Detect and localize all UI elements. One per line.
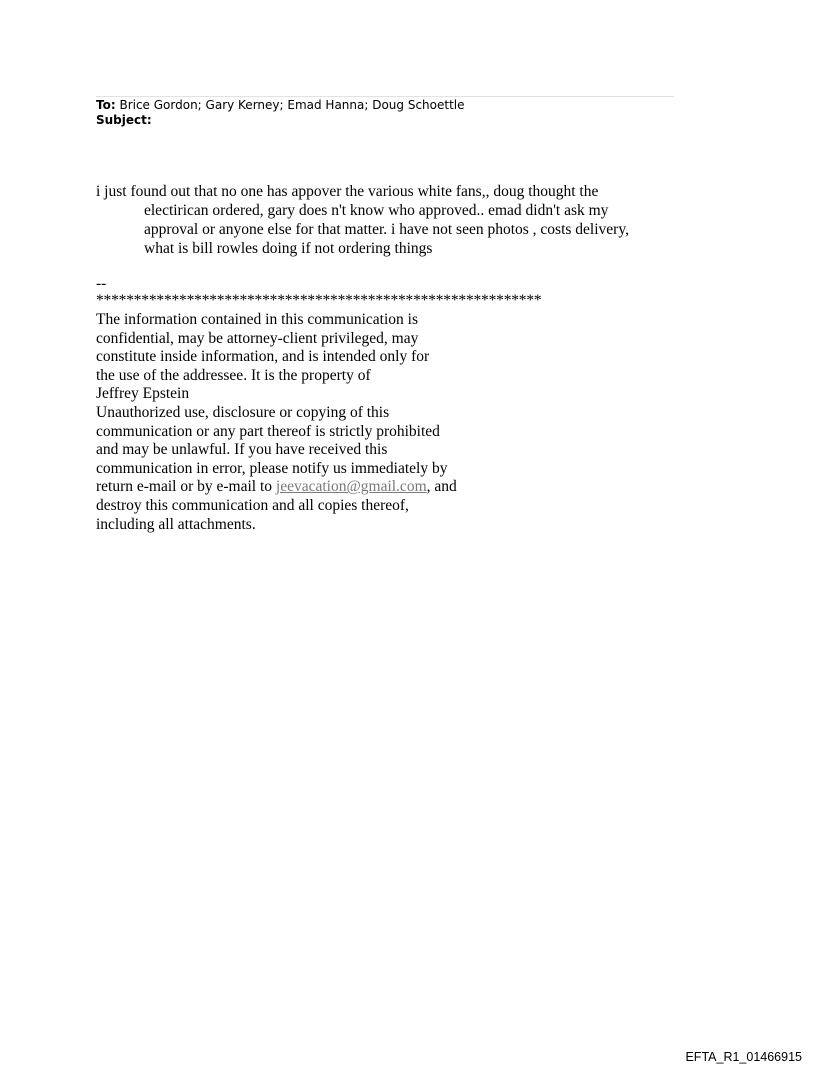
return-prefix: return e-mail or by e-mail to bbox=[96, 478, 276, 496]
disclaimer-line: constitute inside information, and is intended only for bbox=[96, 348, 430, 366]
signature-separator: -- bbox=[96, 275, 107, 292]
disclaimer-line: destroy this communication and all copies thereof, bbox=[96, 496, 409, 514]
disclaimer-line: confidential, may be attorney-client privileged, may bbox=[96, 329, 419, 347]
to-recipients: Brice Gordon; Gary Kerney; Emad Hanna; Doug Schoettle bbox=[115, 98, 465, 112]
message-line: i just found out that no one has appover the various white fans,, doug thought the bbox=[96, 183, 599, 200]
message-line: electirican ordered, gary does n't know who approved.. emad didn't ask my bbox=[144, 202, 609, 219]
disclaimer-line: the use of the addressee. It is the property of bbox=[96, 366, 371, 384]
disclaimer-return-line bbox=[96, 478, 457, 497]
message-line: what is bill rowles doing if not ordering things bbox=[144, 240, 433, 257]
message-body bbox=[96, 182, 656, 258]
disclaimer-line: including all attachments. bbox=[96, 515, 256, 533]
disclaimer-line: communication in error, please notify us immediately by bbox=[96, 459, 448, 477]
disclaimer-line: communication or any part thereof is strictly prohibited bbox=[96, 422, 440, 440]
disclaimer-line: Unauthorized use, disclosure or copying of this bbox=[96, 403, 390, 421]
confidentiality-disclaimer bbox=[96, 311, 457, 534]
disclaimer-line: Jeffrey Epstein bbox=[96, 385, 190, 403]
to-label: To: bbox=[96, 98, 116, 112]
return-suffix: , and bbox=[426, 478, 457, 496]
to-row bbox=[96, 98, 465, 113]
document-id: EFTA_R1_01466915 bbox=[685, 1050, 802, 1064]
message-line: approval or anyone else for that matter. i have not seen photos , costs delivery, bbox=[144, 221, 629, 238]
signature-stars: *********************************************************** bbox=[96, 292, 542, 309]
email-header bbox=[96, 98, 465, 128]
disclaimer-line: The information contained in this communication is bbox=[96, 311, 418, 328]
disclaimer-line: and may be unlawful. If you have received this bbox=[96, 441, 388, 459]
email-link[interactable]: jeevacation@gmail.com bbox=[275, 478, 427, 496]
header-divider bbox=[96, 96, 674, 97]
subject-label: Subject: bbox=[96, 113, 152, 127]
subject-row bbox=[96, 113, 465, 128]
